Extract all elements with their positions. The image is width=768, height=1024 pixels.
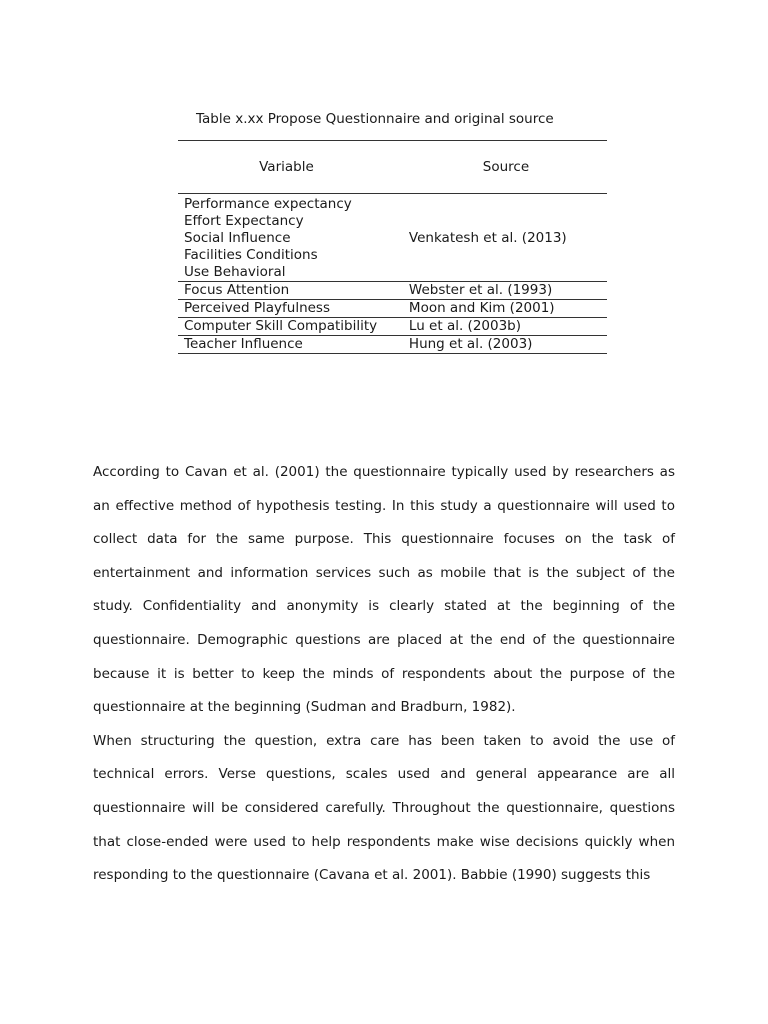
header-variable: Variable bbox=[178, 141, 405, 194]
variable-cell: Teacher Influence bbox=[178, 336, 405, 354]
variable-item: Social Influence bbox=[184, 230, 291, 246]
source-cell: Webster et al. (1993) bbox=[405, 282, 607, 300]
variable-item: Effort Expectancy bbox=[184, 213, 304, 229]
paragraph: When structuring the question, extra care has been taken to avoid the use of technical errors. Verse questions, scales used and general appearance are all questionnaire will be considered carefully. Throughout the questionnaire, questions that close-ended were used to help respondents make wise decisions quickly when responding to the questionnaire (Cavana et al. 2001). Babbie (1990) suggests this bbox=[93, 732, 675, 884]
variable-item: Performance expectancy bbox=[184, 196, 352, 212]
variable-item: Use Behavioral bbox=[184, 264, 286, 280]
table-row bbox=[178, 318, 607, 336]
header-source: Source bbox=[405, 141, 607, 194]
questionnaire-table bbox=[178, 140, 607, 354]
source-cell: Moon and Kim (2001) bbox=[405, 300, 607, 318]
source-cell: Lu et al. (2003b) bbox=[405, 318, 607, 336]
table-header-row bbox=[178, 141, 607, 194]
source-cell: Venkatesh et al. (2013) bbox=[405, 194, 607, 282]
paragraph: According to Cavan et al. (2001) the questionnaire typically used by researchers as an effective method of hypothesis testing. In this study a questionnaire will used to collect data for the same purpose. This questionnaire focuses on the task of entertainment and information services such as mobile that is the subject of the study. Confidentiality and anonymity is clearly stated at the beginning of the questionnaire. Demographic questions are placed at the end of the questionnaire because it is better to keep the minds of respondents about the purpose of the questionnaire at the beginning (Sudman and Bradburn, 1982). bbox=[93, 464, 675, 716]
variable-cell: Computer Skill Compatibility bbox=[178, 318, 405, 336]
table-row bbox=[178, 300, 607, 318]
variable-cell bbox=[178, 194, 405, 282]
source-cell: Hung et al. (2003) bbox=[405, 336, 607, 354]
table-row bbox=[178, 194, 607, 282]
variable-cell: Focus Attention bbox=[178, 282, 405, 300]
body-text bbox=[93, 456, 675, 893]
table-row bbox=[178, 336, 607, 354]
table-row bbox=[178, 282, 607, 300]
table-caption: Table x.xx Propose Questionnaire and original source bbox=[196, 111, 554, 127]
variable-cell: Perceived Playfulness bbox=[178, 300, 405, 318]
variable-item: Facilities Conditions bbox=[184, 247, 318, 263]
